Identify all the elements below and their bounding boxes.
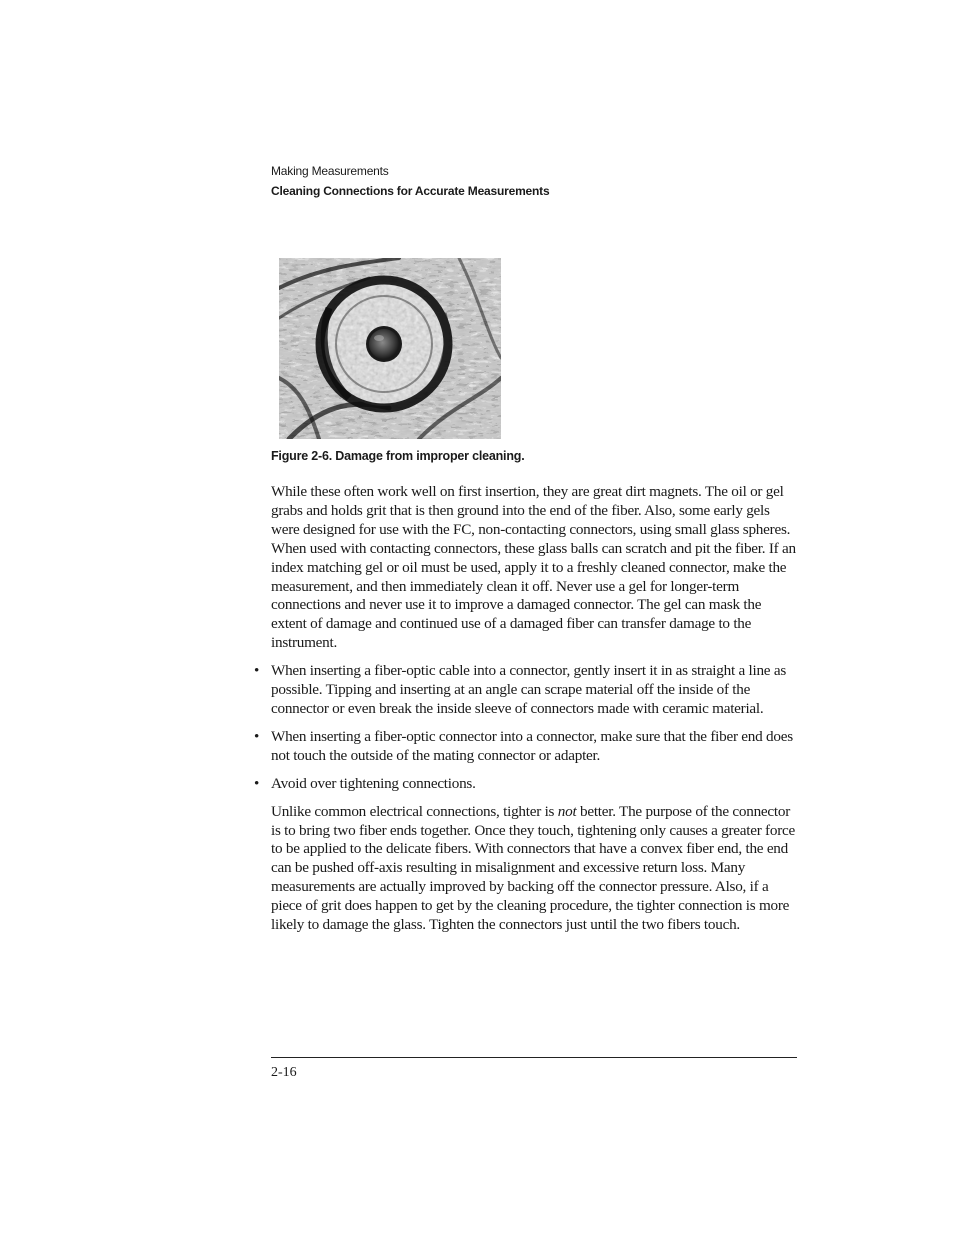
damaged-fiber-photo bbox=[279, 258, 501, 439]
paragraph-text-end: better. The purpose of the connector is to bring two fiber ends together. Once they touch, tightening only causes a greater force to be applied to the delicate fibers. With connectors that have a convex fiber end, the end can be pushed off-axis resulting in misalignment and excessive return loss. Many measurements are actually improved by backing off the connector pressure. Also, if a piece of grit does happen to get by the cleaning procedure, the tighter connection is more likely to damage the glass. Tighten the connectors just until the two fibers touch. bbox=[271, 802, 796, 934]
page-number: 2-16 bbox=[271, 1065, 297, 1080]
running-header bbox=[271, 161, 549, 201]
footer-rule bbox=[271, 1057, 797, 1058]
list-item bbox=[254, 662, 797, 719]
paragraph-tightening bbox=[271, 803, 797, 935]
list-item bbox=[254, 727, 797, 766]
list-item-text: When inserting a fiber-optic cable into a connector, gently insert it in as straight a line as possible. Tipping and inserting at an angle can scrape material off the inside of the connector or even break the inside sleeve of connectors made with ceramic material. bbox=[271, 662, 786, 717]
figure-caption: Figure 2-6. Damage from improper cleaning. bbox=[271, 449, 525, 463]
body-text bbox=[254, 483, 797, 935]
emphasis-not: not bbox=[557, 802, 577, 820]
list-item-text: Avoid over tightening connections. bbox=[271, 774, 476, 792]
section-title: Cleaning Connections for Accurate Measurements bbox=[271, 184, 550, 198]
chapter-title: Making Measurements bbox=[271, 164, 389, 178]
paragraph-gel-warning: While these often work well on first insertion, they are great dirt magnets. The oil or gel grabs and holds grit that is then ground into the end of the fiber. Also, some early gels were designed for use with the FC, non-contacting connectors, using small glass spheres. When used with contacting connectors, these glass balls can scratch and pit the fiber. If an index matching gel or oil must be used, apply it to a freshly cleaned connector, make the measurement, and then immediately clean it off. Never use a gel for longer-term connections and never use it to improve a damaged connector. The gel can mask the extent of damage and continued use of a damaged fiber can transfer damage to the instrument. bbox=[271, 483, 796, 652]
bullet-marker: • bbox=[254, 774, 260, 792]
list-item-text: When inserting a fiber-optic connector into a connector, make sure that the fiber end does not touch the outside of the mating connector or adapter. bbox=[271, 727, 793, 764]
bullet-marker: • bbox=[254, 727, 260, 745]
paragraph-text-start: Unlike common electrical connections, tighter is bbox=[271, 802, 558, 820]
list-item bbox=[254, 774, 797, 794]
bullet-list bbox=[254, 662, 797, 793]
bullet-marker: • bbox=[254, 662, 260, 680]
